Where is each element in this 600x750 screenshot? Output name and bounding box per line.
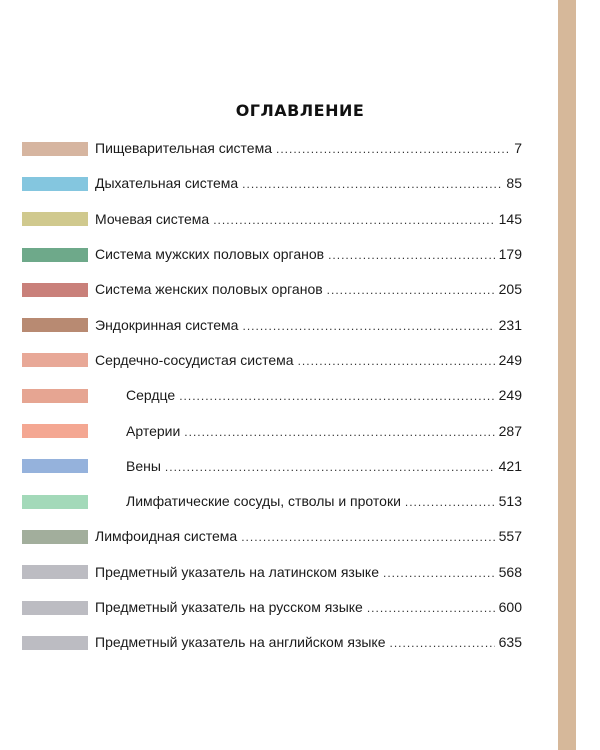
toc-entry-page: 145 <box>498 210 522 227</box>
toc-entry-title: Пищеварительная система <box>95 140 273 157</box>
toc-entry-title: Лимфатические сосуды, стволы и протоки <box>126 493 401 510</box>
toc-entry-title: Предметный указатель на русском языке <box>95 599 363 615</box>
dot-leader <box>179 387 494 405</box>
toc-entry-page: 179 <box>498 246 522 263</box>
toc-row-index-english[interactable] <box>22 625 522 660</box>
toc-entry-page: 635 <box>498 634 522 651</box>
toc-entry-title: Мочевая система <box>95 210 210 227</box>
toc-row-lymphatic-vessels[interactable] <box>22 484 522 519</box>
color-swatch <box>22 459 88 473</box>
dot-leader <box>383 564 495 582</box>
color-swatch <box>22 142 88 156</box>
dot-leader <box>298 352 495 370</box>
color-swatch <box>22 212 88 226</box>
toc-entry-title: Дыхательная система <box>95 175 239 192</box>
dot-leader <box>367 599 495 617</box>
toc-entry-page: 205 <box>498 281 522 298</box>
toc-row-lymphoid-system[interactable] <box>22 519 522 554</box>
color-swatch <box>22 318 88 332</box>
color-swatch <box>22 353 88 367</box>
toc-entry-title: Лимфоидная система <box>95 528 238 545</box>
toc-entry-title: Система мужских половых органов <box>95 246 325 263</box>
color-swatch <box>22 283 88 297</box>
toc-entry-page: 600 <box>498 599 522 615</box>
toc-entry-page: 421 <box>498 457 522 474</box>
dot-leader <box>184 423 494 441</box>
toc-entry-title: Предметный указатель на латинском языке <box>95 563 379 580</box>
toc-row-heart[interactable] <box>22 378 522 413</box>
toc-row-digestive-system[interactable] <box>22 131 522 166</box>
dot-leader <box>241 528 494 546</box>
color-swatch <box>22 530 88 544</box>
toc-entry-title: Система женских половых органов <box>95 281 323 298</box>
color-swatch <box>22 177 88 191</box>
toc-entry-title: Эндокринная система <box>95 316 239 333</box>
dot-leader <box>242 175 502 193</box>
toc-row-urinary-system[interactable] <box>22 202 522 237</box>
toc-entry-page: 557 <box>498 528 522 545</box>
toc-entry-page: 85 <box>506 175 522 192</box>
dot-leader <box>213 211 494 229</box>
toc-row-female-reproductive-system[interactable] <box>22 272 522 307</box>
page-title: ОГЛАВЛЕНИЕ <box>235 101 365 120</box>
toc-row-veins[interactable] <box>22 449 522 484</box>
dot-leader <box>327 281 495 299</box>
color-swatch <box>22 495 88 509</box>
color-swatch <box>22 248 88 262</box>
toc-entry-title: Сердце <box>126 387 176 404</box>
toc-entry-page: 231 <box>498 316 522 333</box>
toc-row-cardiovascular-system[interactable] <box>22 343 522 378</box>
color-swatch <box>22 636 88 650</box>
toc-entry-page: 513 <box>498 493 522 510</box>
toc-row-index-russian[interactable] <box>22 590 522 625</box>
table-of-contents <box>22 131 522 660</box>
toc-entry-page: 568 <box>498 563 522 580</box>
color-swatch <box>22 565 88 579</box>
toc-row-respiratory-system[interactable] <box>22 166 522 201</box>
toc-entry-title: Предметный указатель на английском языке <box>95 634 386 651</box>
color-swatch <box>22 424 88 438</box>
toc-entry-title: Сердечно-сосудистая система <box>95 351 294 368</box>
color-swatch <box>22 389 88 403</box>
toc-entry-title: Вены <box>126 457 161 474</box>
toc-entry-page: 7 <box>514 140 522 157</box>
dot-leader <box>242 317 494 335</box>
dot-leader <box>390 634 495 652</box>
color-swatch <box>22 601 88 615</box>
toc-entry-page: 287 <box>498 422 522 439</box>
dot-leader <box>328 246 495 264</box>
toc-row-arteries[interactable] <box>22 413 522 448</box>
dot-leader <box>405 493 495 511</box>
toc-row-endocrine-system[interactable] <box>22 307 522 342</box>
dot-leader <box>165 458 495 476</box>
toc-row-index-latin[interactable] <box>22 555 522 590</box>
toc-row-male-reproductive-system[interactable] <box>22 237 522 272</box>
toc-entry-page: 249 <box>498 387 522 404</box>
dot-leader <box>276 140 510 158</box>
toc-entry-page: 249 <box>498 351 522 368</box>
toc-entry-title: Артерии <box>126 422 181 439</box>
